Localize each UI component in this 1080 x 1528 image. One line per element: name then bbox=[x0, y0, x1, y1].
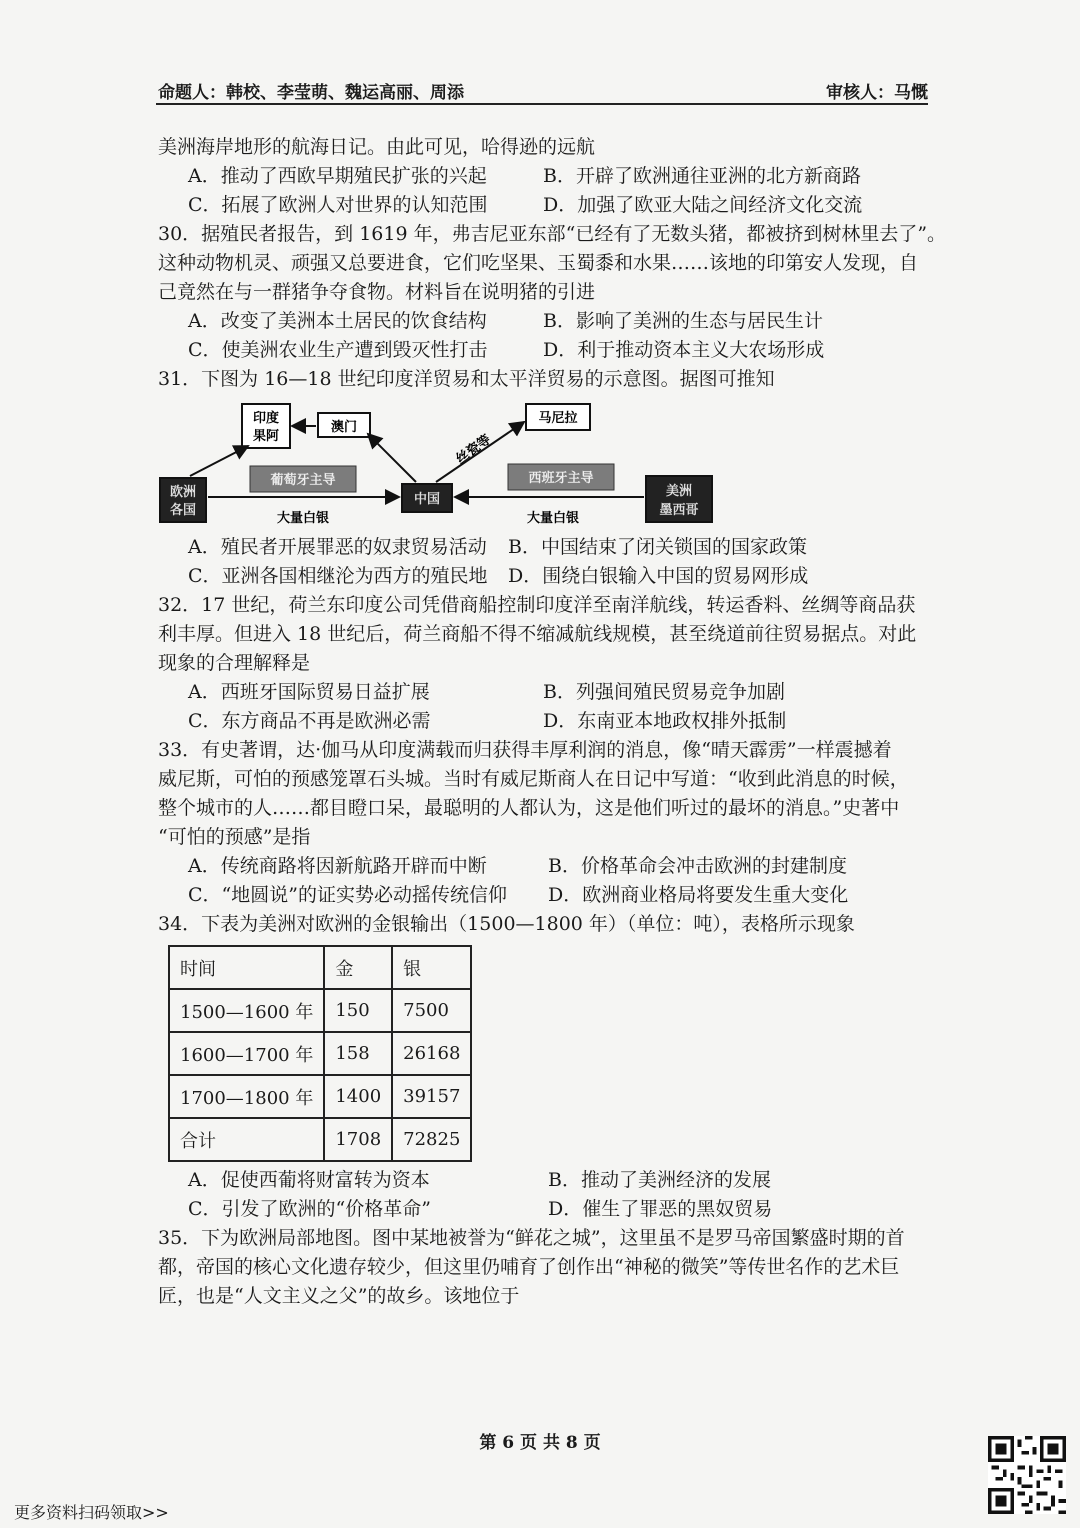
q30-stem-line: 己竟然在与一群猪争夺食物。材料旨在说明猪的引进 bbox=[158, 281, 596, 303]
q33-option-b: B．价格革命会冲击欧洲的封建制度 bbox=[548, 855, 847, 877]
table-header-cell: 银 bbox=[392, 946, 471, 989]
table-cell: 1400 bbox=[324, 1075, 392, 1118]
header-divider bbox=[156, 103, 928, 105]
q30-option-a: A．改变了美洲本土居民的饮食结构 bbox=[188, 310, 487, 332]
more-materials-link[interactable]: 更多资料扫码领取>> bbox=[14, 1503, 169, 1522]
q31-options bbox=[158, 533, 933, 591]
question-content bbox=[158, 133, 947, 1311]
q32-stem-line: 32．17 世纪，荷兰东印度公司凭借商船控制印度洋至南洋航线，转运香料、丝绸等商品获 bbox=[158, 594, 916, 616]
silk-porcelain-label: 丝瓷等 bbox=[453, 432, 494, 468]
silver-label-left: 大量白银 bbox=[276, 511, 330, 526]
portugal-led-label: 葡萄牙主导 bbox=[270, 473, 336, 488]
table-cell: 1700—1800 年 bbox=[169, 1075, 324, 1118]
table-cell: 150 bbox=[324, 989, 392, 1032]
table-cell: 158 bbox=[324, 1032, 392, 1075]
q32-option-c: C．东方商品不再是欧洲必需 bbox=[188, 710, 431, 732]
table-row bbox=[169, 1032, 471, 1075]
china-label: 中国 bbox=[413, 492, 441, 507]
table-row bbox=[169, 989, 471, 1032]
table-header-row bbox=[169, 946, 471, 989]
q33-option-c: C．“地圆说”的证实势必动摇传统信仰 bbox=[188, 884, 507, 906]
table-cell: 1600—1700 年 bbox=[169, 1032, 324, 1075]
q32-options bbox=[158, 678, 933, 736]
q32-stem-line: 现象的合理解释是 bbox=[158, 652, 311, 674]
q33-stem-line: 33．有史著谓，达·伽马从印度满载而归获得丰厚利润的消息，像“晴天霹雳”一样震撼着 bbox=[158, 739, 892, 761]
q35-stem-line: 匠，也是“人文主义之父”的故乡。该地位于 bbox=[158, 1285, 520, 1307]
table-cell: 39157 bbox=[392, 1075, 471, 1118]
q31-option-b: B．中国结束了闭关锁国的国家政策 bbox=[508, 536, 807, 558]
q30-options bbox=[158, 307, 933, 365]
q29-option-c: C．拓展了欧洲人对世界的认知范围 bbox=[188, 194, 488, 216]
q31-option-a: A．殖民者开展罪恶的奴隶贸易活动 bbox=[188, 536, 487, 558]
mexico-label: 墨西哥 bbox=[659, 503, 699, 518]
q33-stem-line: “可怕的预感”是指 bbox=[158, 826, 311, 848]
q29-options bbox=[158, 162, 933, 220]
spain-led-label: 西班牙主导 bbox=[528, 471, 594, 486]
table-cell: 7500 bbox=[392, 989, 471, 1032]
q29-continuation: 美洲海岸地形的航海日记。由此可见，哈得逊的远航 bbox=[158, 136, 596, 158]
q33-stem-line: 整个城市的人……都目瞪口呆，最聪明的人都认为，这是他们听过的最坏的消息。”史著中 bbox=[158, 797, 900, 819]
q30-option-b: B．影响了美洲的生态与居民生计 bbox=[543, 310, 823, 332]
setters-line: 命题人：韩校、李莹萌、魏运高丽、周添 bbox=[158, 83, 464, 103]
q34-option-b: B．推动了美洲经济的发展 bbox=[548, 1169, 771, 1191]
page-number: 第 6 页 共 8 页 bbox=[479, 1433, 601, 1453]
q34-option-d: D．催生了罪恶的黑奴贸易 bbox=[548, 1198, 773, 1220]
table-cell: 1500—1600 年 bbox=[169, 989, 324, 1032]
q30-stem-line: 30．据殖民者报告，到 1619 年，弗吉尼亚东部“已经有了无数头猪，都被挤到树林里去了”。 bbox=[158, 223, 947, 245]
europe-label: 欧洲 bbox=[169, 485, 197, 500]
q32-stem-line: 利丰厚。但进入 18 世纪后，荷兰商船不得不缩减航线规模，甚至绕道前往贸易据点。对此 bbox=[158, 623, 917, 645]
q32-option-b: B．列强间殖民贸易竞争加剧 bbox=[543, 681, 785, 703]
q30-option-d: D．利于推动资本主义大农场形成 bbox=[543, 339, 825, 361]
table-cell: 1708 bbox=[324, 1118, 392, 1161]
europe-countries-label: 各国 bbox=[169, 503, 197, 518]
arrow-china-macau bbox=[368, 434, 416, 482]
q35-stem-line: 35．下为欧洲局部地图。图中某地被誉为“鲜花之城”，这里虽不是罗马帝国繁盛时期的首 bbox=[158, 1227, 905, 1249]
q29-option-a: A．推动了西欧早期殖民扩张的兴起 bbox=[188, 165, 487, 187]
goa-label: 果阿 bbox=[252, 429, 280, 444]
reviewer-line: 审核人：马慨 bbox=[826, 83, 928, 103]
q34-stem: 34．下表为美洲对欧洲的金银输出（1500—1800 年）（单位：吨），表格所示现象 bbox=[158, 913, 855, 935]
macau-label: 澳门 bbox=[330, 420, 358, 435]
trade-route-diagram bbox=[158, 398, 718, 533]
page-header bbox=[158, 78, 928, 102]
silver-label-right: 大量白银 bbox=[526, 511, 580, 526]
q31-stem: 31．下图为 16—18 世纪印度洋贸易和太平洋贸易的示意图。据图可推知 bbox=[158, 368, 775, 390]
q30-stem-line: 这种动物机灵、顽强又总要进食，它们吃坚果、玉蜀黍和水果……该地的印第安人发现，自 bbox=[158, 252, 919, 274]
table-cell: 合计 bbox=[169, 1118, 324, 1161]
q31-option-d: D．围绕白银输入中国的贸易网形成 bbox=[508, 565, 809, 587]
table-cell: 26168 bbox=[392, 1032, 471, 1075]
table-header-cell: 时间 bbox=[169, 946, 324, 989]
arrow-europe-india bbox=[190, 446, 248, 476]
table-header-cell: 金 bbox=[324, 946, 392, 989]
gold-silver-table bbox=[168, 945, 472, 1162]
q29-option-b: B．开辟了欧洲通往亚洲的北方新商路 bbox=[543, 165, 861, 187]
manila-label: 马尼拉 bbox=[538, 411, 578, 426]
table-cell: 72825 bbox=[392, 1118, 471, 1161]
q32-option-a: A．西班牙国际贸易日益扩展 bbox=[188, 681, 430, 703]
q33-stem-line: 威尼斯，可怕的预感笼罩石头城。当时有威尼斯商人在日记中写道：“收到此消息的时候， bbox=[158, 768, 909, 790]
table-row bbox=[169, 1118, 471, 1161]
table-row bbox=[169, 1075, 471, 1118]
q33-option-d: D．欧洲商业格局将要发生重大变化 bbox=[548, 884, 849, 906]
q34-option-a: A．促使西葡将财富转为资本 bbox=[188, 1169, 430, 1191]
q34-option-c: C．引发了欧洲的“价格革命” bbox=[188, 1198, 431, 1220]
q35-stem-line: 都，帝国的核心文化遗存较少，但这里仍哺育了创作出“神秘的微笑”等传世名作的艺术巨 bbox=[158, 1256, 900, 1278]
q33-options bbox=[158, 852, 933, 910]
q30-option-c: C．使美洲农业生产遭到毁灭性打击 bbox=[188, 339, 488, 361]
qr-code-icon[interactable] bbox=[988, 1436, 1066, 1514]
america-label: 美洲 bbox=[665, 484, 693, 499]
india-label: 印度 bbox=[252, 411, 280, 426]
q31-option-c: C．亚洲各国相继沦为西方的殖民地 bbox=[188, 565, 488, 587]
q33-option-a: A．传统商路将因新航路开辟而中断 bbox=[188, 855, 487, 877]
q34-options bbox=[158, 1166, 933, 1224]
q32-option-d: D．东南亚本地政权排外抵制 bbox=[543, 710, 787, 732]
q29-option-d: D．加强了欧亚大陆之间经济文化交流 bbox=[543, 194, 863, 216]
